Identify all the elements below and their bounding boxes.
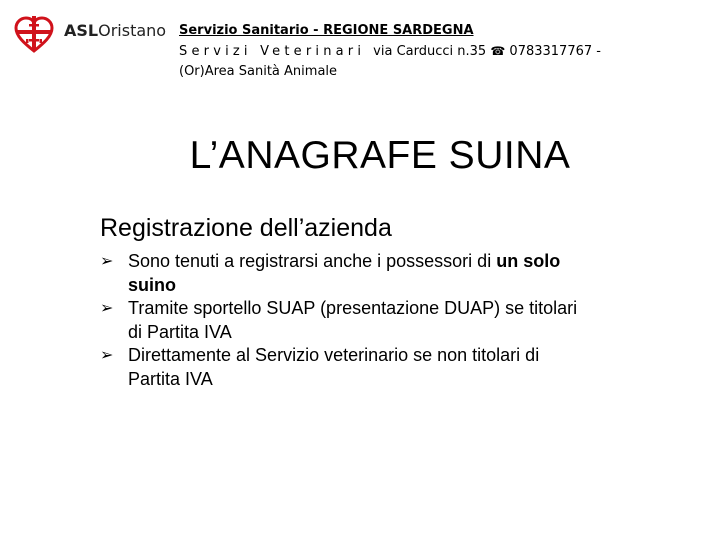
bullet-text-bold: suino [128, 274, 176, 295]
header-phone: 0783317767 - [509, 44, 601, 59]
bullet-item [100, 344, 670, 391]
bullet-item [100, 297, 670, 344]
arrow-bullet-icon: ➢ [100, 347, 114, 364]
header-area: (Or)Area Sanità Animale [179, 64, 338, 79]
header-address: via Carducci n.35 [373, 44, 487, 59]
bullet-text-bold: un solo [496, 251, 561, 271]
arrow-bullet-icon: ➢ [100, 253, 114, 270]
bullet-text: di Partita IVA [128, 321, 232, 342]
header-block [179, 21, 601, 82]
brand-regular: Oristano [98, 21, 167, 40]
header-organization: Servizio Sanitario - REGIONE SARDEGNA [179, 23, 474, 38]
bullet-text: Direttamente al Servizio veterinario se non titolari di [128, 345, 540, 365]
brand-bold: ASL [64, 21, 99, 40]
brand-name [64, 21, 166, 40]
bullet-text: Tramite sportello SUAP (presentazione DUAP) se titolari [128, 298, 578, 318]
header-service-line [179, 41, 601, 62]
slide-subtitle: Registrazione dell’azienda [100, 214, 392, 242]
bullet-item [100, 250, 670, 297]
asl-logo [12, 12, 167, 56]
slide-title: L’ANAGRAFE SUINA [189, 134, 571, 177]
asl-cross-heart-logo-icon [12, 14, 56, 54]
bullet-text: Partita IVA [128, 368, 213, 389]
header-service: Servizi Veterinari [179, 44, 366, 59]
phone-icon: ☎ [490, 44, 506, 58]
arrow-bullet-icon: ➢ [100, 300, 114, 317]
bullet-list [100, 250, 670, 391]
bullet-text: Sono tenuti a registrarsi anche i possessori di [128, 251, 497, 271]
